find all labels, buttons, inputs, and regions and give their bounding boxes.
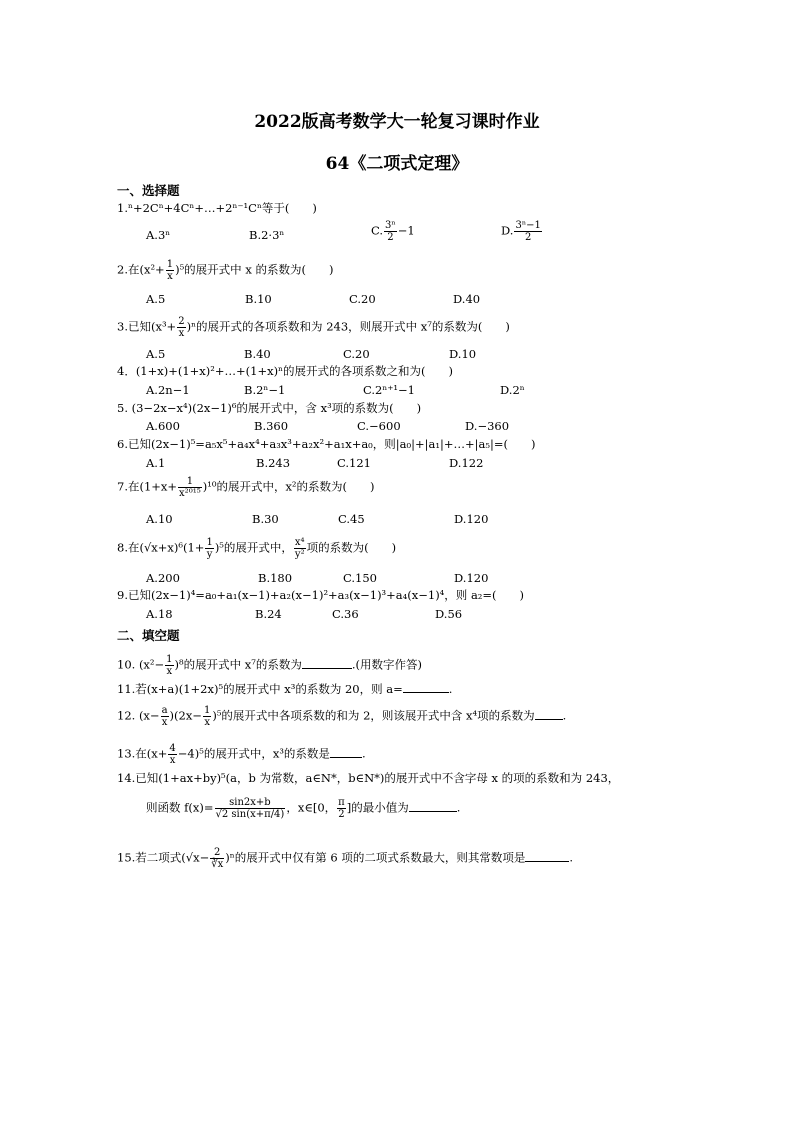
option-a: A.2n−1: [146, 383, 190, 397]
fraction: $\frac{\text{3ⁿ}}{2}$: [385, 220, 396, 243]
answer-blank[interactable]: [409, 800, 457, 812]
question-13: 13.在(x+ $\frac{4}{x}$ −4)⁵的展开式中，x³的系数是 .: [117, 743, 366, 766]
fraction: $\frac{1}{x}$: [203, 705, 211, 728]
option-a: A.1: [146, 456, 166, 470]
question-14-line2: 则函数 f(x)= $\frac{\sin 2x+b}{√2 \sin(x+\pi/4)}$ ，x∈[0， $\frac{\pi}{2}$ ]的最小值为 .: [146, 797, 461, 820]
option-d: D.120: [454, 512, 489, 526]
option-d: D.10: [449, 347, 477, 361]
option-a: A.200: [146, 571, 180, 585]
option-d: D. $\frac{\text{3ⁿ−1}}{2}$: [501, 220, 541, 243]
question-3: 3.已知(x³+ $\frac{2}{x}$ )ⁿ的展开式的各项系数和为 243，则展开式中 x⁷的系数为( ): [117, 316, 510, 339]
fraction: $\frac{4}{x}$: [169, 743, 176, 766]
option-a: A.10: [146, 512, 173, 526]
question-6: 6.已知(2x−1)⁵=a₅x⁵+a₄x⁴+a₃x³+a₂x²+a₁x+a₀，则|a₀|+|a₁|+…+|a₅|=( ): [117, 437, 536, 451]
option-b: B.30: [252, 512, 279, 526]
fraction: $\frac{\pi}{2}$: [338, 797, 345, 820]
option-c: C.2ⁿ⁺¹−1: [363, 383, 415, 397]
question-7: 7.在(1+x+ $\frac{1}{\text{x²⁰¹⁵}}$ )¹⁰的展开式中，x²的系数为( ): [117, 476, 375, 499]
question-15: 15.若二项式(√x− $\frac{2}{∛x}$ )ⁿ的展开式中仅有第 6 项的二项式系数最大，则其常数项是 .: [117, 847, 573, 870]
section-choice-heading: 一、选择题: [117, 183, 180, 198]
option-a: A.18: [146, 607, 173, 621]
option-d: D.122: [449, 456, 484, 470]
option-c: C.20: [349, 292, 376, 306]
fraction: $\frac{1}{x}$: [166, 654, 173, 677]
option-c: C. $\frac{\text{3ⁿ}}{2}$ −1: [371, 220, 415, 243]
option-a: A.600: [146, 419, 180, 433]
question-5: 5. (3−2x−x⁴)(2x−1)⁶的展开式中，含 x³项的系数为( ): [117, 401, 422, 415]
answer-blank[interactable]: [302, 657, 352, 669]
section-fill-heading: 二、填空题: [117, 628, 180, 643]
question-9-options: [117, 607, 677, 621]
fraction: $\frac{\sin 2x+b}{√2 \sin(x+\pi/4)}$: [215, 797, 285, 820]
fraction: $\frac{\text{3ⁿ−1}}{2}$: [515, 220, 541, 243]
page-subtitle: 64《二项式定理》: [325, 154, 469, 174]
option-a: A.5: [146, 292, 166, 306]
answer-blank[interactable]: [403, 681, 449, 693]
option-d: D.40: [453, 292, 481, 306]
question-4-options: [117, 383, 677, 397]
option-b: B.2ⁿ−1: [244, 383, 286, 397]
option-b: B.10: [245, 292, 272, 306]
question-12: 12. (x− $\frac{a}{x}$ )(2x− $\frac{1}{x}$ )⁵的展开式中各项系数的和为 2，则该展开式中含 x⁴项的系数为 .: [117, 705, 567, 728]
fraction: $\frac{2}{x}$: [178, 316, 185, 339]
question-11: 11.若(x+a)(1+2x)⁵的展开式中 x³的系数为 20，则 a= .: [117, 682, 453, 696]
option-b: B.24: [255, 607, 282, 621]
fraction: $\frac{1}{\text{x²⁰¹⁵}}$: [179, 476, 201, 499]
question-7-options: [117, 512, 677, 526]
question-3-options: [117, 347, 677, 361]
option-d: D.2ⁿ: [500, 383, 525, 397]
fraction: $\frac{2}{∛x}$: [211, 847, 224, 870]
question-10: 10. (x²− $\frac{1}{x}$ )⁸的展开式中 x⁷的系数为 .(用数字作答): [117, 654, 423, 677]
option-c: C.121: [337, 456, 371, 470]
question-1: 1.ⁿ+2Cⁿ+4Cⁿ+…+2ⁿ⁻¹Cⁿ等于( ): [117, 201, 317, 215]
answer-blank[interactable]: [525, 850, 569, 862]
option-c: C.20: [343, 347, 370, 361]
option-c: C.−600: [357, 419, 401, 433]
answer-blank[interactable]: [535, 708, 563, 720]
question-8-options: [117, 571, 677, 585]
question-1-options: [117, 220, 677, 243]
option-b: B.180: [258, 571, 293, 585]
question-4: 4．(1+x)+(1+x)²+…+(1+x)ⁿ的展开式的各项系数之和为( ): [117, 364, 454, 378]
option-b: B.243: [256, 456, 291, 470]
option-d: D.56: [435, 607, 463, 621]
question-6-options: [117, 456, 677, 470]
question-8: 8.在(√x+x)⁶(1+ $\frac{1}{y}$ )⁵的展开式中， $\frac{\text{x⁴}}{\text{y²}}$ 项的系数为( ): [117, 537, 397, 560]
option-d: D.−360: [465, 419, 510, 433]
question-2-options: [117, 292, 677, 306]
option-a: A.5: [146, 347, 166, 361]
question-14: 14.已知(1+ax+by)⁵(a，b 为常数，a∈N*，b∈N*)的展开式中不含字母 x 的项的系数和为 243，: [117, 771, 620, 785]
question-2: 2.在(x²+ $\frac{1}{x}$ )⁵的展开式中 x 的系数为( ): [117, 259, 334, 282]
fraction: $\frac{1}{x}$: [166, 259, 174, 282]
page-title: 2022版高考数学大一轮复习课时作业: [254, 112, 540, 132]
option-c: C.150: [343, 571, 377, 585]
question-5-options: [117, 419, 677, 433]
option-a: A.3ⁿ: [146, 228, 171, 242]
option-b: B.40: [244, 347, 271, 361]
option-d: D.120: [454, 571, 489, 585]
option-b: B.2·3ⁿ: [249, 228, 285, 242]
option-c: C.36: [332, 607, 359, 621]
fraction: $\frac{\text{x⁴}}{\text{y²}}$: [294, 537, 305, 560]
fraction: $\frac{1}{y}$: [206, 537, 213, 560]
option-b: B.360: [254, 419, 289, 433]
answer-blank[interactable]: [330, 746, 362, 758]
fraction: $\frac{a}{x}$: [161, 705, 168, 728]
option-c: C.45: [338, 512, 365, 526]
question-9: 9.已知(2x−1)⁴=a₀+a₁(x−1)+a₂(x−1)²+a₃(x−1)³+a₄(x−1)⁴，则 a₂=( ): [117, 588, 525, 602]
